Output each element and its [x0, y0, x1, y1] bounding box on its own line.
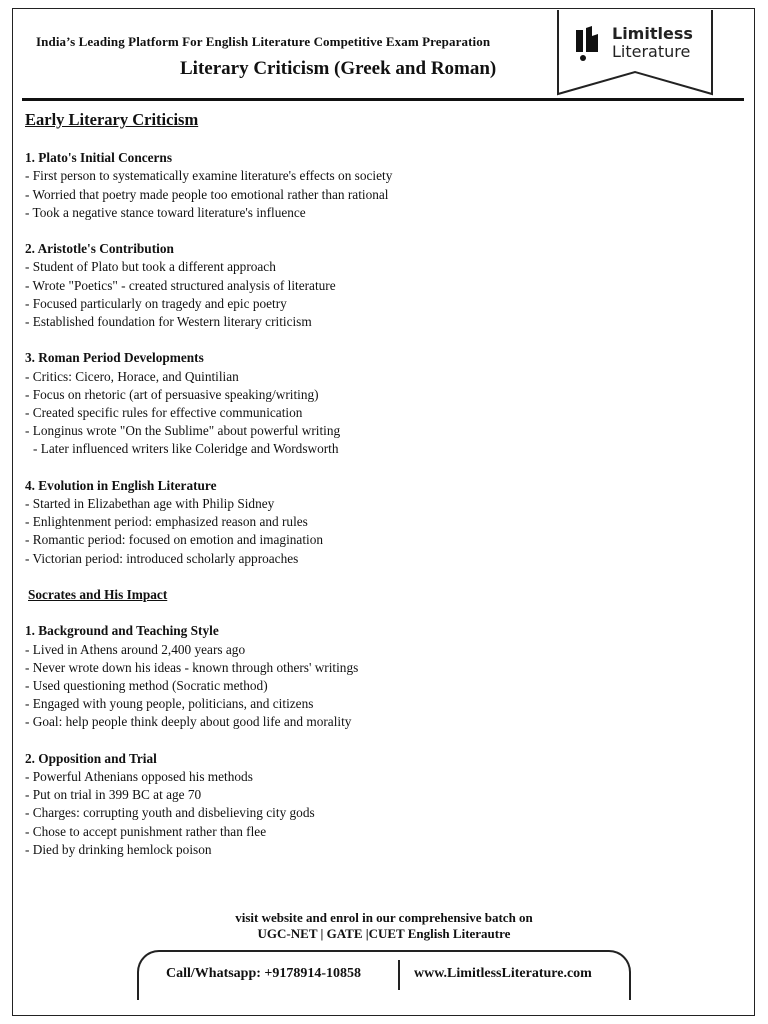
list-item: - Worried that poetry made people too emotional rather than rational	[25, 186, 389, 202]
list-item: - Lived in Athens around 2,400 years ago	[25, 641, 246, 657]
list-item: - Charges: corrupting youth and disbelieving city gods	[25, 805, 315, 821]
logo-line-1: Limitless	[612, 24, 693, 43]
list-item: - Created specific rules for effective communication	[25, 405, 303, 421]
logo-wordmark	[612, 26, 693, 60]
contact-divider	[398, 960, 400, 990]
logo-line-2: Literature	[612, 42, 691, 61]
page-title: Literary Criticism (Greek and Roman)	[180, 58, 497, 79]
list-item: - Romantic period: focused on emotion and imagination	[25, 532, 324, 548]
website-link[interactable]: www.LimitlessLiterature.com	[414, 966, 592, 981]
footer-note	[0, 910, 768, 942]
list-item: - Chose to accept punishment rather than flee	[25, 823, 267, 839]
section-title: 1. Plato's Initial Concerns	[25, 150, 173, 166]
section-heading: Early Literary Criticism	[25, 110, 199, 129]
section-title: 1. Background and Teaching Style	[25, 623, 219, 639]
list-item: - Enlightenment period: emphasized reason and rules	[25, 514, 308, 530]
logo-mark-icon	[576, 26, 598, 61]
list-item: - Never wrote down his ideas - known through others' writings	[25, 659, 359, 675]
list-item: - Established foundation for Western literary criticism	[25, 314, 312, 330]
document-body	[25, 108, 725, 859]
list-item: - Goal: help people think deeply about good life and morality	[25, 714, 352, 730]
list-item: - Put on trial in 399 BC at age 70	[25, 787, 202, 803]
list-subitem: - Later influenced writers like Coleridge and Wordsworth	[33, 441, 339, 457]
header-tagline: India’s Leading Platform For English Literature Competitive Exam Preparation	[36, 34, 491, 49]
footer-note-line-2: UGC-NET | GATE |CUET English Literautre	[257, 926, 511, 941]
list-item: - Took a negative stance toward literature's influence	[25, 204, 306, 220]
list-item: - Used questioning method (Socratic method)	[25, 678, 268, 694]
list-item: - Wrote "Poetics" - created structured analysis of literature	[25, 277, 336, 293]
contact-phone[interactable]: Call/Whatsapp: +9178914-10858	[166, 966, 362, 981]
list-item: - Died by drinking hemlock poison	[25, 841, 212, 857]
list-item: - First person to systematically examine literature's effects on society	[25, 168, 393, 184]
section-english-evolution	[25, 477, 725, 568]
section-title: 3. Roman Period Developments	[25, 350, 204, 366]
list-item: - Victorian period: introduced scholarly approaches	[25, 550, 299, 566]
footer-note-line-1: visit website and enrol in our comprehensive batch on	[235, 910, 533, 925]
section-socrates-background	[25, 622, 725, 731]
list-item: - Longinus wrote "On the Sublime" about powerful writing	[25, 423, 341, 439]
section-title: 2. Opposition and Trial	[25, 750, 157, 766]
section-title: 2. Aristotle's Contribution	[25, 241, 174, 257]
list-item: - Critics: Cicero, Horace, and Quintilian	[25, 368, 239, 384]
section-socrates-trial	[25, 750, 725, 859]
header-divider	[22, 98, 744, 101]
section-plato	[25, 149, 725, 222]
list-item: - Started in Elizabethan age with Philip Sidney	[25, 496, 275, 512]
section-aristotle	[25, 240, 725, 331]
subsection-heading: Socrates and His Impact	[28, 587, 168, 603]
section-roman	[25, 349, 725, 458]
section-title: 4. Evolution in English Literature	[25, 477, 217, 493]
list-item: - Focused particularly on tragedy and epic poetry	[25, 295, 287, 311]
list-item: - Focus on rhetoric (art of persuasive speaking/writing)	[25, 386, 319, 402]
list-item: - Powerful Athenians opposed his methods	[25, 769, 253, 785]
list-item: - Engaged with young people, politicians, and citizens	[25, 696, 314, 712]
list-item: - Student of Plato but took a different approach	[25, 259, 276, 275]
